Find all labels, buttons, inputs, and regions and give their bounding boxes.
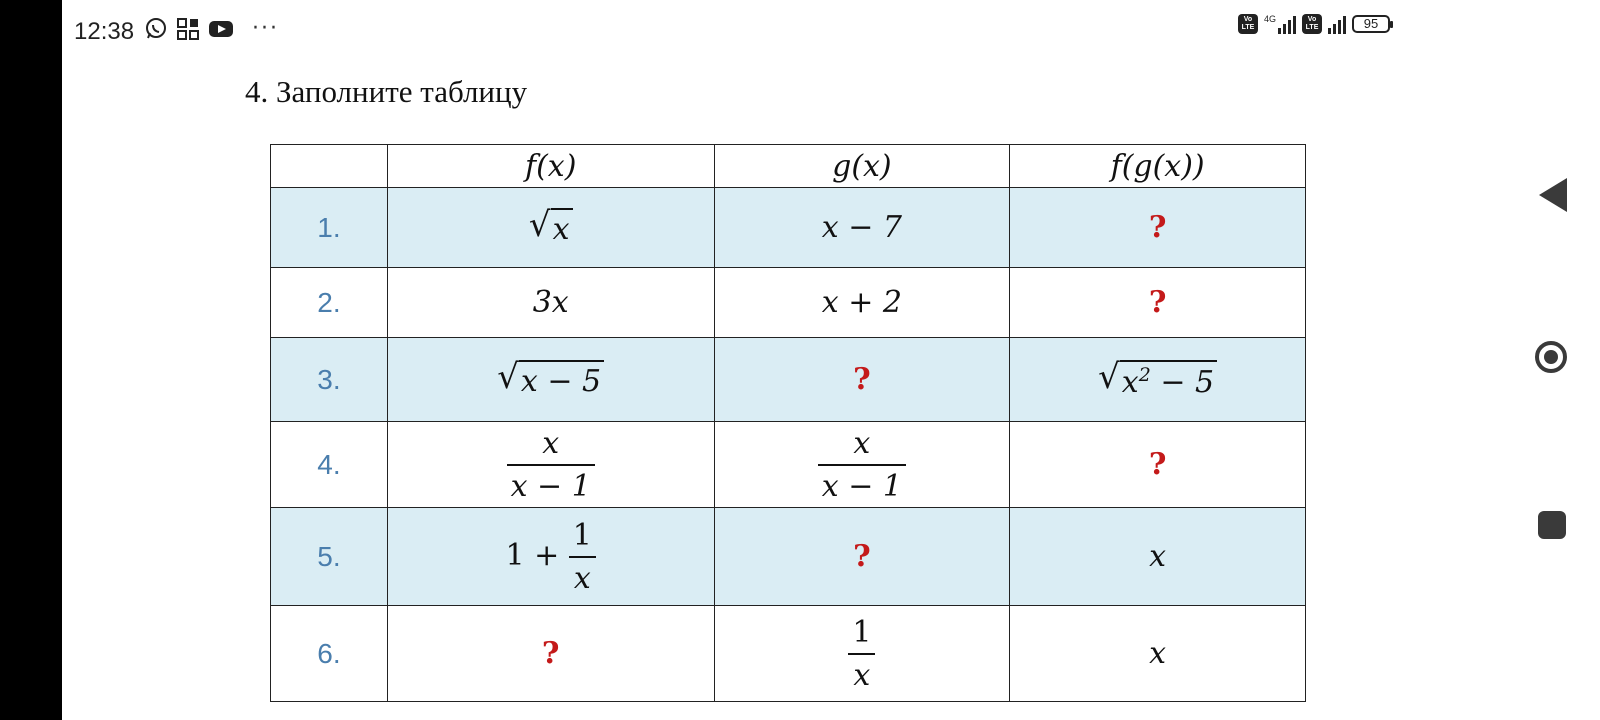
cell-fg-question: ? bbox=[1010, 268, 1306, 338]
volte-icon-2: Vo LTE bbox=[1302, 14, 1322, 34]
fraction: $\frac{1}{x}$ bbox=[569, 519, 596, 595]
battery-level: 95 bbox=[1363, 16, 1379, 31]
signal-icon-2 bbox=[1328, 14, 1346, 34]
composition-table bbox=[270, 144, 1306, 702]
signal-icon bbox=[1278, 14, 1296, 34]
network-type: 4G bbox=[1264, 14, 1277, 24]
header-fg: f(g(x)) bbox=[1010, 145, 1306, 188]
cell-g-question: ? bbox=[714, 338, 1010, 422]
cell-fg bbox=[1010, 338, 1306, 422]
row-number: 4. bbox=[271, 422, 388, 508]
status-bar bbox=[62, 0, 1600, 62]
apps-grid-icon bbox=[176, 17, 200, 41]
table-header-row bbox=[271, 145, 1306, 188]
row-number: 2. bbox=[271, 268, 388, 338]
system-status-icons bbox=[1238, 14, 1390, 34]
table-row bbox=[271, 338, 1306, 422]
table-row bbox=[271, 606, 1306, 702]
left-black-edge bbox=[0, 0, 62, 720]
fraction: $\frac{x}{x - 1}$ bbox=[818, 427, 906, 503]
volte-icon: Vo LTE bbox=[1238, 14, 1258, 34]
notification-icons bbox=[144, 16, 279, 41]
sqrt-expr: √ x − 5 bbox=[497, 360, 604, 399]
nav-home-icon[interactable] bbox=[1535, 341, 1567, 373]
cell-f: 1 + $\frac{1}{x}$ bbox=[387, 508, 714, 606]
row-number: 6. bbox=[271, 606, 388, 702]
whatsapp-icon bbox=[144, 17, 168, 41]
header-g: g(x) bbox=[714, 145, 1010, 188]
battery-icon bbox=[1352, 15, 1390, 33]
cell-f-question: ? bbox=[387, 606, 714, 702]
cell-g bbox=[714, 606, 1010, 702]
cell-g-question: ? bbox=[714, 508, 1010, 606]
cell-fg-question: ? bbox=[1010, 422, 1306, 508]
cell-f bbox=[387, 422, 714, 508]
cell-fg: x bbox=[1010, 508, 1306, 606]
cell-g: x + 2 bbox=[714, 268, 1010, 338]
row-number: 5. bbox=[271, 508, 388, 606]
status-time: 12:38 bbox=[74, 18, 135, 45]
cell-g: x − 7 bbox=[714, 188, 1010, 268]
nav-back-icon[interactable] bbox=[1539, 178, 1567, 212]
cell-fg: x bbox=[1010, 606, 1306, 702]
table-row bbox=[271, 268, 1306, 338]
sqrt-expr: √ $x^2 - 5$ bbox=[1098, 360, 1217, 400]
cell-f bbox=[387, 188, 714, 268]
nav-recent-icon[interactable] bbox=[1538, 511, 1566, 539]
row-number: 3. bbox=[271, 338, 388, 422]
task-heading: 4. Заполните таблицу bbox=[245, 74, 528, 109]
header-f: f(x) bbox=[387, 145, 714, 188]
sqrt-expr: √ x bbox=[529, 208, 573, 247]
table-row bbox=[271, 508, 1306, 606]
cell-f: 3x bbox=[387, 268, 714, 338]
cell-fg-question: ? bbox=[1010, 188, 1306, 268]
youtube-icon bbox=[208, 19, 234, 39]
fraction: $\frac{x}{x - 1}$ bbox=[507, 427, 595, 503]
header-empty bbox=[271, 145, 388, 188]
fraction: $\frac{1}{x}$ bbox=[848, 616, 875, 692]
table-row bbox=[271, 188, 1306, 268]
cell-f bbox=[387, 338, 714, 422]
table-row bbox=[271, 422, 1306, 508]
cell-g bbox=[714, 422, 1010, 508]
row-number: 1. bbox=[271, 188, 388, 268]
more-notifications-icon: ··· bbox=[252, 16, 279, 41]
